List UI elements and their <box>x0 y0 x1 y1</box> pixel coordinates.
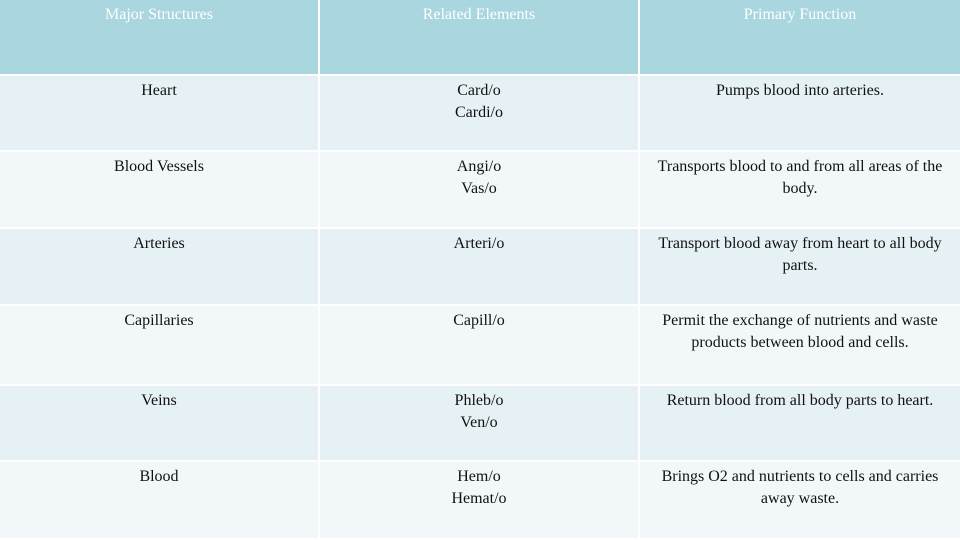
element-term: Vas/o <box>461 180 497 197</box>
cell-function: Return blood from all body parts to heart. <box>640 386 960 462</box>
element-term: Phleb/o <box>454 392 504 409</box>
cell-elements <box>320 152 640 229</box>
header-primary-function: Primary Function <box>640 0 960 76</box>
element-term: Angi/o <box>456 158 502 175</box>
cell-function: Transport blood away from heart to all body parts. <box>640 229 960 306</box>
cell-elements <box>320 76 640 152</box>
cell-structure: Arteries <box>0 229 320 306</box>
element-term: Arteri/o <box>453 235 505 252</box>
cell-structure: Blood <box>0 462 320 540</box>
element-term: Capill/o <box>453 312 505 329</box>
cell-function: Transports blood to and from all areas of the body. <box>640 152 960 229</box>
cell-function: Brings O2 and nutrients to cells and carries away waste. <box>640 462 960 540</box>
cell-elements <box>320 386 640 462</box>
cell-function: Permit the exchange of nutrients and waste products between blood and cells. <box>640 306 960 386</box>
element-term: Hem/o <box>457 468 501 485</box>
cell-structure: Blood Vessels <box>0 152 320 229</box>
element-term: Ven/o <box>460 414 498 431</box>
cell-structure: Heart <box>0 76 320 152</box>
element-term: Hemat/o <box>451 490 507 507</box>
cell-elements <box>320 229 640 306</box>
header-related-elements: Related Elements <box>320 0 640 76</box>
cell-function: Pumps blood into arteries. <box>640 76 960 152</box>
element-term: Card/o <box>457 82 501 99</box>
cell-elements <box>320 306 640 386</box>
header-major-structures: Major Structures <box>0 0 320 76</box>
element-term: Cardi/o <box>455 104 503 121</box>
cell-structure: Capillaries <box>0 306 320 386</box>
cell-structure: Veins <box>0 386 320 462</box>
cell-elements <box>320 462 640 540</box>
